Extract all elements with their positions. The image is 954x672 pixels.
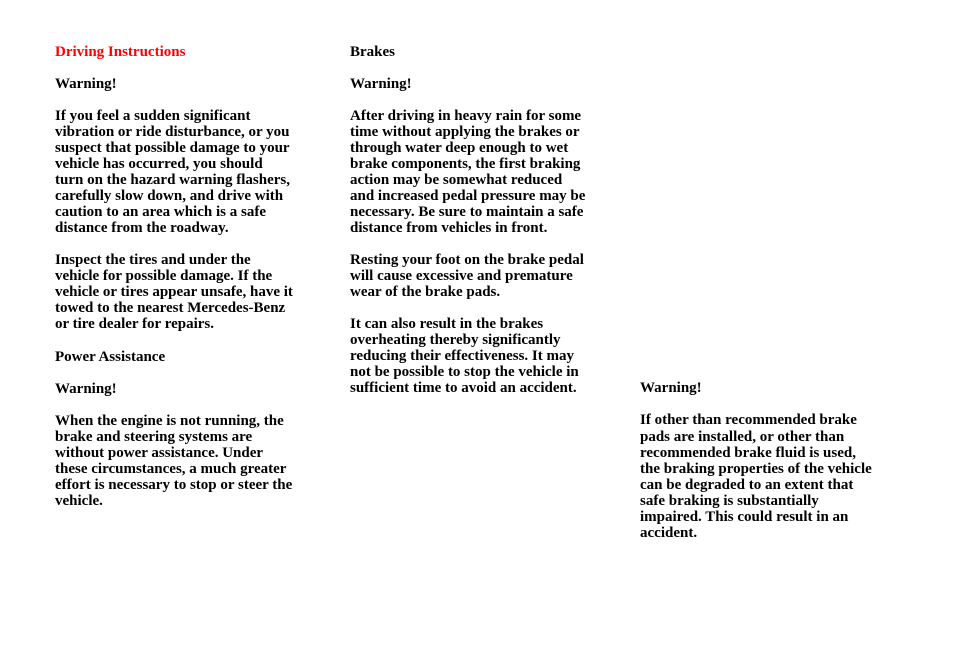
paragraph-line: Resting your foot on the brake pedal bbox=[350, 252, 584, 268]
paragraph-line: Inspect the tires and under the bbox=[55, 252, 251, 268]
paragraph-line: overheating thereby significantly bbox=[350, 332, 561, 348]
paragraph-line: effort is necessary to stop or steer the bbox=[55, 477, 293, 493]
paragraph-line: vehicle has occurred, you should bbox=[55, 156, 263, 172]
warning-heading: Warning! bbox=[640, 380, 702, 396]
paragraph-line: reducing their effectiveness. It may bbox=[350, 348, 574, 364]
paragraph-line: will cause excessive and premature bbox=[350, 268, 573, 284]
paragraph-line: wear of the brake pads. bbox=[350, 284, 501, 300]
paragraph-line: pads are installed, or other than bbox=[640, 429, 845, 445]
paragraph-line: distance from the roadway. bbox=[55, 220, 229, 236]
paragraph-line: caution to an area which is a safe bbox=[55, 204, 266, 220]
paragraph-line: vehicle for possible damage. If the bbox=[55, 268, 273, 284]
paragraph-line: time without applying the brakes or bbox=[350, 124, 580, 140]
paragraph-line: and increased pedal pressure may be bbox=[350, 188, 586, 204]
paragraph-line: the braking properties of the vehicle bbox=[640, 461, 872, 477]
paragraph-line: brake components, the first braking bbox=[350, 156, 581, 172]
paragraph-line: brake and steering systems are bbox=[55, 429, 253, 445]
warning-heading: Warning! bbox=[55, 76, 117, 92]
paragraph-line: It can also result in the brakes bbox=[350, 316, 544, 332]
section-title-driving-instructions: Driving Instructions bbox=[55, 44, 186, 60]
paragraph-line: necessary. Be sure to maintain a safe bbox=[350, 204, 584, 220]
warning-heading: Warning! bbox=[55, 381, 117, 397]
paragraph-line: vibration or ride disturbance, or you bbox=[55, 124, 290, 140]
section-title-power-assistance: Power Assistance bbox=[55, 349, 166, 365]
paragraph-line: impaired. This could result in an bbox=[640, 509, 849, 525]
paragraph-line: safe braking is substantially bbox=[640, 493, 819, 509]
paragraph-line: vehicle or tires appear unsafe, have it bbox=[55, 284, 293, 300]
section-title-brakes: Brakes bbox=[350, 44, 395, 60]
paragraph-line: through water deep enough to wet bbox=[350, 140, 569, 156]
paragraph-line: not be possible to stop the vehicle in bbox=[350, 364, 579, 380]
paragraph-line: vehicle. bbox=[55, 493, 103, 509]
paragraph-line: these circumstances, a much greater bbox=[55, 461, 287, 477]
paragraph-line: sufficient time to avoid an accident. bbox=[350, 380, 577, 396]
paragraph-line: accident. bbox=[640, 525, 698, 541]
paragraph-line: towed to the nearest Mercedes-Benz bbox=[55, 300, 286, 316]
paragraph-line: When the engine is not running, the bbox=[55, 413, 284, 429]
paragraph-line: turn on the hazard warning flashers, bbox=[55, 172, 291, 188]
paragraph-line: or tire dealer for repairs. bbox=[55, 316, 214, 332]
paragraph-line: carefully slow down, and drive with bbox=[55, 188, 284, 204]
paragraph-line: without power assistance. Under bbox=[55, 445, 264, 461]
warning-heading: Warning! bbox=[350, 76, 412, 92]
paragraph-line: suspect that possible damage to your bbox=[55, 140, 290, 156]
paragraph-line: After driving in heavy rain for some bbox=[350, 108, 582, 124]
paragraph-line: recommended brake fluid is used, bbox=[640, 445, 856, 461]
paragraph-line: action may be somewhat reduced bbox=[350, 172, 563, 188]
paragraph-line: If other than recommended brake bbox=[640, 412, 857, 428]
paragraph-line: If you feel a sudden significant bbox=[55, 108, 251, 124]
paragraph-line: can be degraded to an extent that bbox=[640, 477, 854, 493]
paragraph-line: distance from vehicles in front. bbox=[350, 220, 548, 236]
